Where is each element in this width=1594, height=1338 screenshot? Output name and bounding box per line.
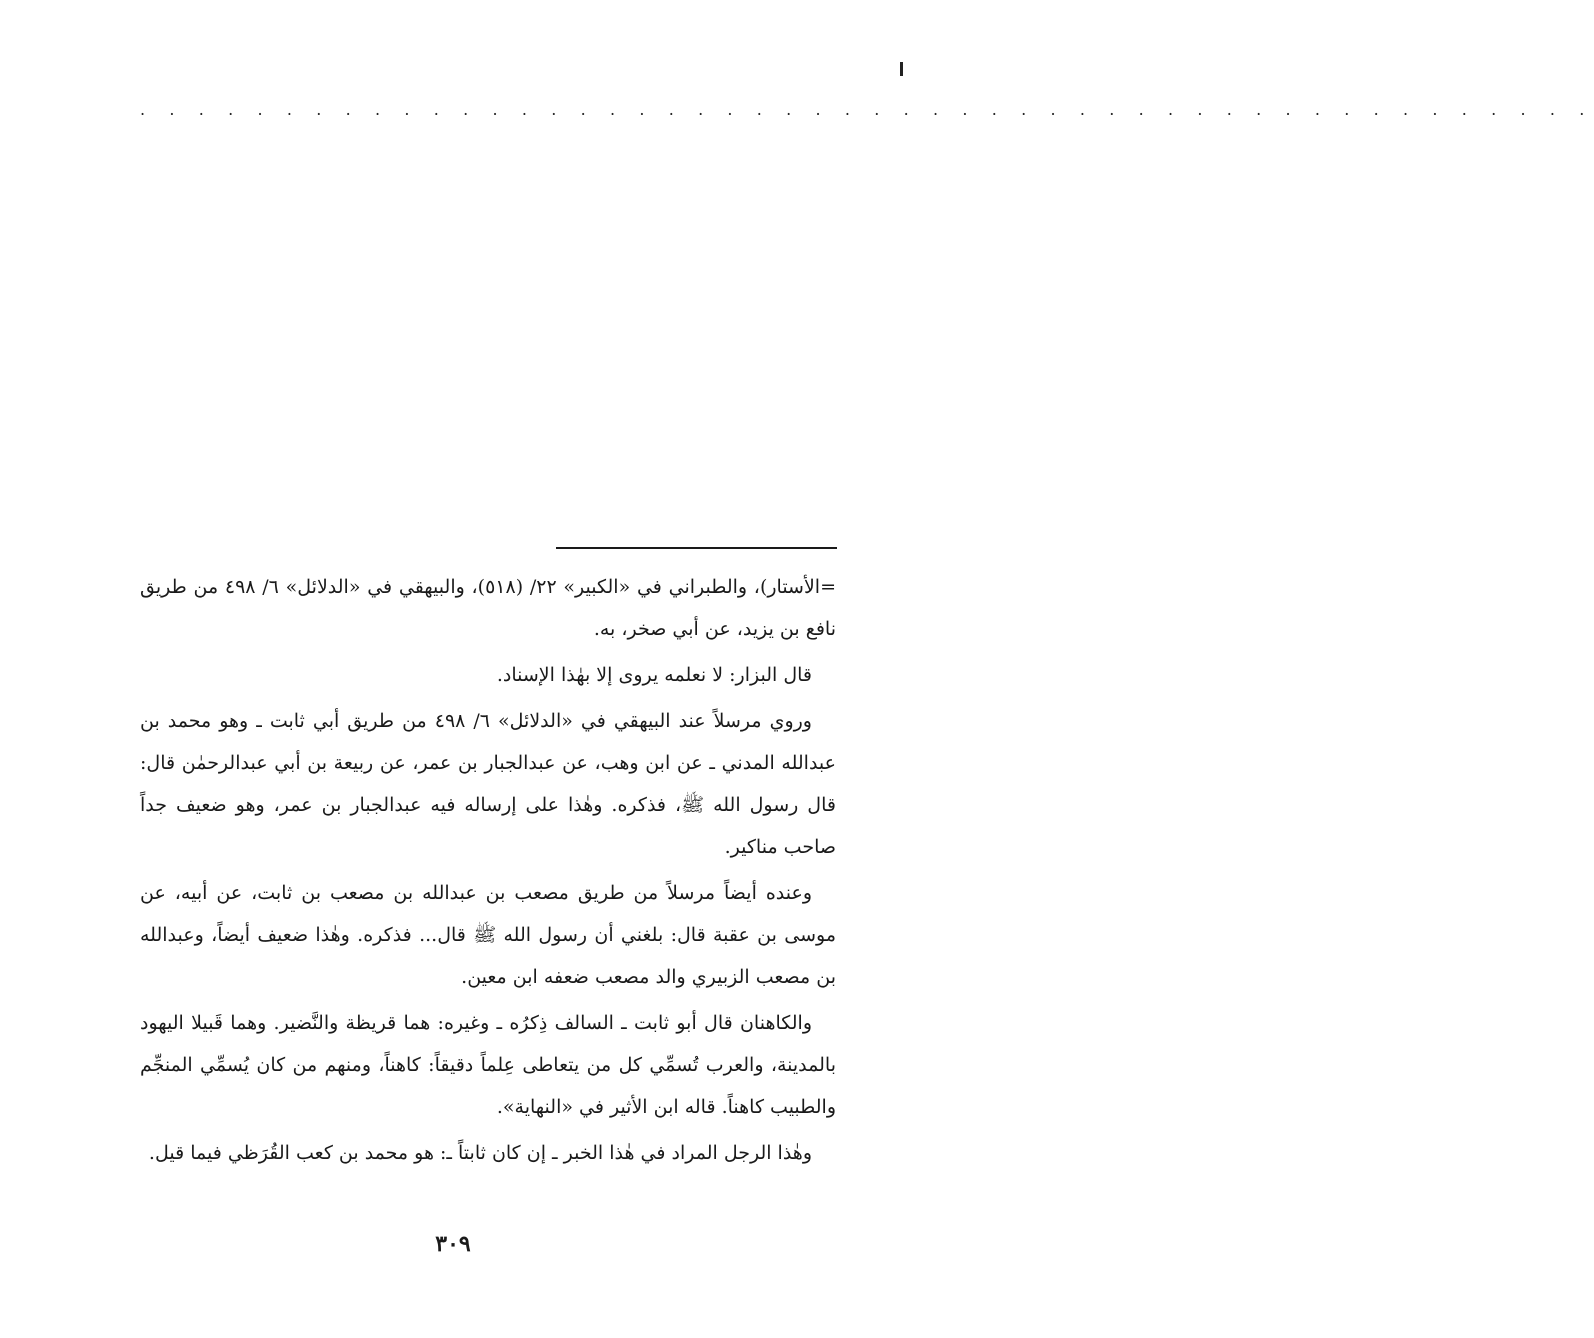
footnote-paragraph-1: =الأستار)، والطبراني في «الكبير» ٢٢/ (٥١٨)، والبيهقي في «الدلائل» ٦/ ٤٩٨ من طريق نافع بن يزيد، عن أبي صخر، به. [140,576,837,640]
edge-mark [900,62,903,76]
dotted-separator: . . . . . . . . . . . . . . . . . . . . . . . . . . . . . . . . . . . . . . . . . . . . . . . . . . [140,100,1594,119]
footnote-paragraph-4: وعنده أيضاً مرسلاً من طريق مصعب بن عبدالله بن مصعب بن ثابت، عن أبيه، عن موسى بن عقبة قال: بلغني أن رسول الله ﷺ قال... فذكره. وهٰذا ضعيف أيضاً، وعبدالله بن مصعب الزبيري والد مصعب ضعفه ابن معين. [140,882,836,988]
footnote-paragraph-3: وروي مرسلاً عند البيهقي في «الدلائل» ٦/ ٤٩٨ من طريق أبي ثابت ـ وهو محمد بن عبدالله المدني ـ عن ابن وهب، عن عبدالجبار بن عمر، عن ربيعة بن أبي عبدالرحمٰن قال: قال رسول الله ﷺ، فذكره. وهٰذا على إرساله فيه عبدالجبار بن عمر، وهو ضعيف جداً صاحب مناكير. [140,710,836,858]
page-number: ٣٠٩ [435,1231,471,1257]
footnote-rule [556,547,837,549]
footnote-paragraph-5: والكاهنان قال أبو ثابت ـ السالف ذِكرُه ـ وغيره: هما قريظة والنَّضير. وهما قَبيلا اليهود بالمدينة، والعرب تُسمِّي كل من يتعاطى عِلماً دقيقاً: كاهناً، ومنهم من كان يُسمِّي المنجِّم والطبيب كاهناً. قاله ابن الأثير في «النهاية». [140,1012,836,1118]
footnote-paragraph-2: قال البزار: لا نعلمه يروى إلا بهٰذا الإسناد. [496,664,812,686]
footnote-section [140,566,836,1178]
footnote-paragraph-6: وهٰذا الرجل المراد في هٰذا الخبر ـ إن كان ثابتاً ـ: هو محمد بن كعب القُرَظي فيما قيل. [148,1142,812,1164]
